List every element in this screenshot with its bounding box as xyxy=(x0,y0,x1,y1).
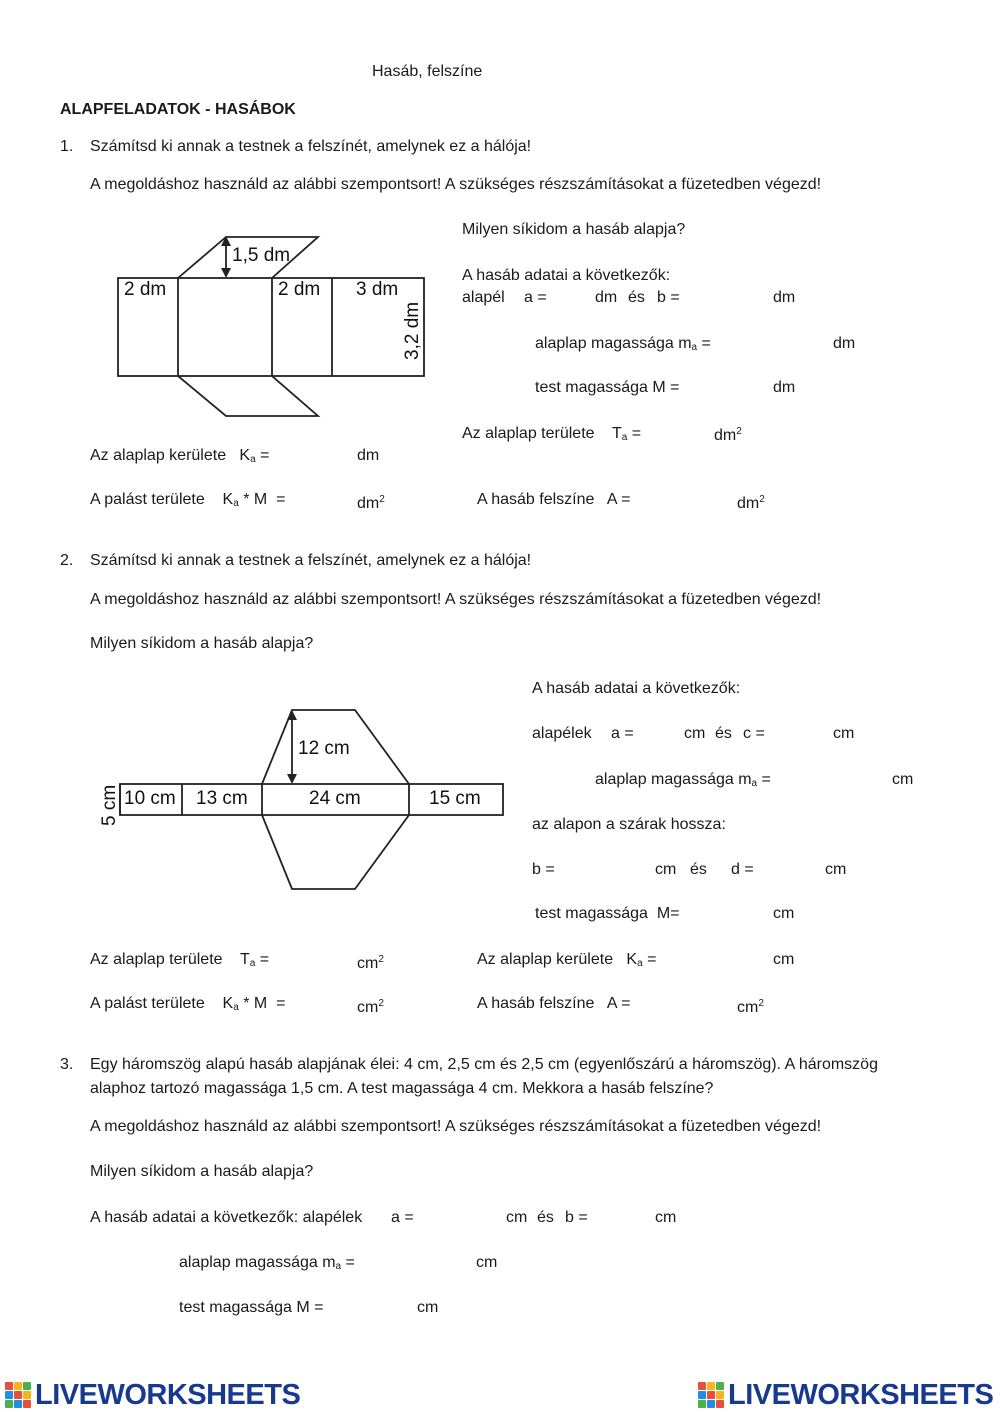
label-side1: 10 cm xyxy=(124,788,176,809)
task2-b-label: b = xyxy=(532,861,555,878)
task1-a-label: a = xyxy=(524,289,547,306)
logo-text: LIVEWORKSHEETS xyxy=(35,1378,301,1411)
task2-ma-unit: cm xyxy=(892,771,914,788)
label-height: 1,5 dm xyxy=(232,245,291,266)
task3-question: Milyen síkidom a hasáb alapja? xyxy=(90,1163,314,1180)
label-prism-height: 3,2 dm xyxy=(402,301,423,360)
task2-A-unit: $cm^2$ xyxy=(737,998,764,1016)
task1-ma-label: alaplap magassága $m_a$ = xyxy=(535,335,711,353)
task1-A-label: A hasáb felszíne A = xyxy=(477,491,631,508)
task1-M-unit: dm xyxy=(773,379,796,396)
task1-Ka-label: Az alaplap kerülete $K_a$ = xyxy=(90,447,270,465)
section-heading: ALAPFELADATOK - HASÁBOK xyxy=(60,101,296,118)
task3-data-line: A hasáb adatai a következők: alapélek xyxy=(90,1209,363,1226)
task1-a-unit: dm xyxy=(595,289,618,306)
task3-ma-label: alaplap magassága $m_a$ = xyxy=(179,1254,355,1272)
task2-Ta-label: Az alaplap területe $T_a$ = xyxy=(90,951,270,969)
task1-question: Milyen síkidom a hasáb alapja? xyxy=(462,221,686,238)
task2-a-label: a = xyxy=(611,725,634,742)
logo-text: LIVEWORKSHEETS xyxy=(728,1378,994,1411)
task2-M-unit: cm xyxy=(773,905,795,922)
task2-and: és xyxy=(715,725,732,742)
task2-Ka-label: Az alaplap kerülete $K_a$ = xyxy=(477,951,657,969)
task2-Ka-unit: cm xyxy=(773,951,795,968)
task1-Ta-label: Az alaplap területe $T_a$ = xyxy=(462,425,642,443)
net-bottom-base xyxy=(262,815,409,889)
task2-A-label: A hasáb felszíne A = xyxy=(477,995,631,1012)
task2-data-intro: A hasáb adatai a következők: xyxy=(532,680,741,697)
task2-Ta-unit: $cm^2$ xyxy=(357,954,384,972)
task3-text-line2: alaphoz tartozó magassága 1,5 cm. A test magassága 4 cm. Mekkora a hasáb felszíne? xyxy=(90,1080,714,1097)
label-side2: 13 cm xyxy=(196,788,248,809)
net-bottom-base xyxy=(178,376,318,416)
task3-ma-unit: cm xyxy=(476,1254,498,1271)
label-side1: 2 dm xyxy=(124,279,167,300)
label-height: 12 cm xyxy=(298,738,350,759)
task3-a-unit: cm xyxy=(506,1209,528,1226)
task3-b-unit: cm xyxy=(655,1209,677,1226)
liveworksheets-logo-icon xyxy=(5,1382,31,1408)
task3-number: 3. xyxy=(60,1056,74,1073)
task1-P-label: A palást területe $K_a$ * M = xyxy=(90,491,286,509)
task3-instruction: A megoldáshoz használd az alábbi szempontsort! A szükséges részszámításokat a füzetedben végezd! xyxy=(90,1118,822,1135)
label-side3: 3 dm xyxy=(356,279,399,300)
task2-b-unit: cm xyxy=(655,861,677,878)
task3-M-label: test magassága M = xyxy=(179,1299,324,1316)
task1-data-intro: A hasáb adatai a következők: xyxy=(462,267,671,284)
task1-b-label: b = xyxy=(657,289,680,306)
liveworksheets-logo-left[interactable] xyxy=(5,1378,300,1412)
task2-P-label: A palást területe $K_a$ * M = xyxy=(90,995,286,1013)
task2-c-unit: cm xyxy=(833,725,855,742)
task1-M-label: test magassága M = xyxy=(535,379,680,396)
page-title: Hasáb, felszíne xyxy=(372,63,483,80)
task1-ma-unit: dm xyxy=(833,335,856,352)
task2-a-unit: cm xyxy=(684,725,706,742)
task2-d-label: d = xyxy=(731,861,754,878)
task1-Ta-unit: $dm^2$ xyxy=(714,426,742,444)
task3-and: és xyxy=(537,1209,554,1226)
task1-text: Számítsd ki annak a testnek a felszínét, amelynek ez a hálója! xyxy=(90,138,532,155)
label-width: 5 cm xyxy=(99,784,120,826)
liveworksheets-logo-icon xyxy=(698,1382,724,1408)
task2-P-unit: $cm^2$ xyxy=(357,998,384,1016)
task1-number: 1. xyxy=(60,138,74,155)
task2-number: 2. xyxy=(60,552,74,569)
label-side4: 15 cm xyxy=(429,788,481,809)
label-side2: 2 dm xyxy=(278,279,321,300)
task2-prism-net-figure xyxy=(98,706,508,892)
task2-sides-label: alapélek xyxy=(532,725,592,742)
task3-text-line1: Egy háromszög alapú hasáb alapjának élei: 4 cm, 2,5 cm és 2,5 cm (egyenlőszárú a háromszög). A háromszög xyxy=(90,1056,878,1073)
task1-b-unit: dm xyxy=(773,289,796,306)
task2-question: Milyen síkidom a hasáb alapja? xyxy=(90,635,314,652)
task3-M-unit: cm xyxy=(417,1299,439,1316)
task1-side-label: alapél xyxy=(462,289,505,306)
task1-Ka-unit: dm xyxy=(357,447,380,464)
task1-P-unit: $dm^2$ xyxy=(357,494,385,512)
task2-d-unit: cm xyxy=(825,861,847,878)
task2-M-label: test magassága M= xyxy=(535,905,680,922)
label-side3: 24 cm xyxy=(309,788,361,809)
task1-and: és xyxy=(628,289,645,306)
task2-text: Számítsd ki annak a testnek a felszínét, amelynek ez a hálója! xyxy=(90,552,532,569)
task2-c-label: c = xyxy=(743,725,765,742)
task2-legs-label: az alapon a szárak hossza: xyxy=(532,816,726,833)
task2-instruction: A megoldáshoz használd az alábbi szempontsort! A szükséges részszámításokat a füzetedben végezd! xyxy=(90,591,822,608)
task2-and2: és xyxy=(690,861,707,878)
task1-A-unit: $dm^2$ xyxy=(737,494,765,512)
liveworksheets-logo-right[interactable] xyxy=(698,1378,993,1412)
task3-b-label: b = xyxy=(565,1209,588,1226)
task1-prism-net-figure xyxy=(110,228,430,428)
task2-ma-label: alaplap magassága $m_a$ = xyxy=(595,771,771,789)
task1-instruction: A megoldáshoz használd az alábbi szempontsort! A szükséges részszámításokat a füzetedben végezd! xyxy=(90,176,822,193)
task3-a-label: a = xyxy=(391,1209,414,1226)
